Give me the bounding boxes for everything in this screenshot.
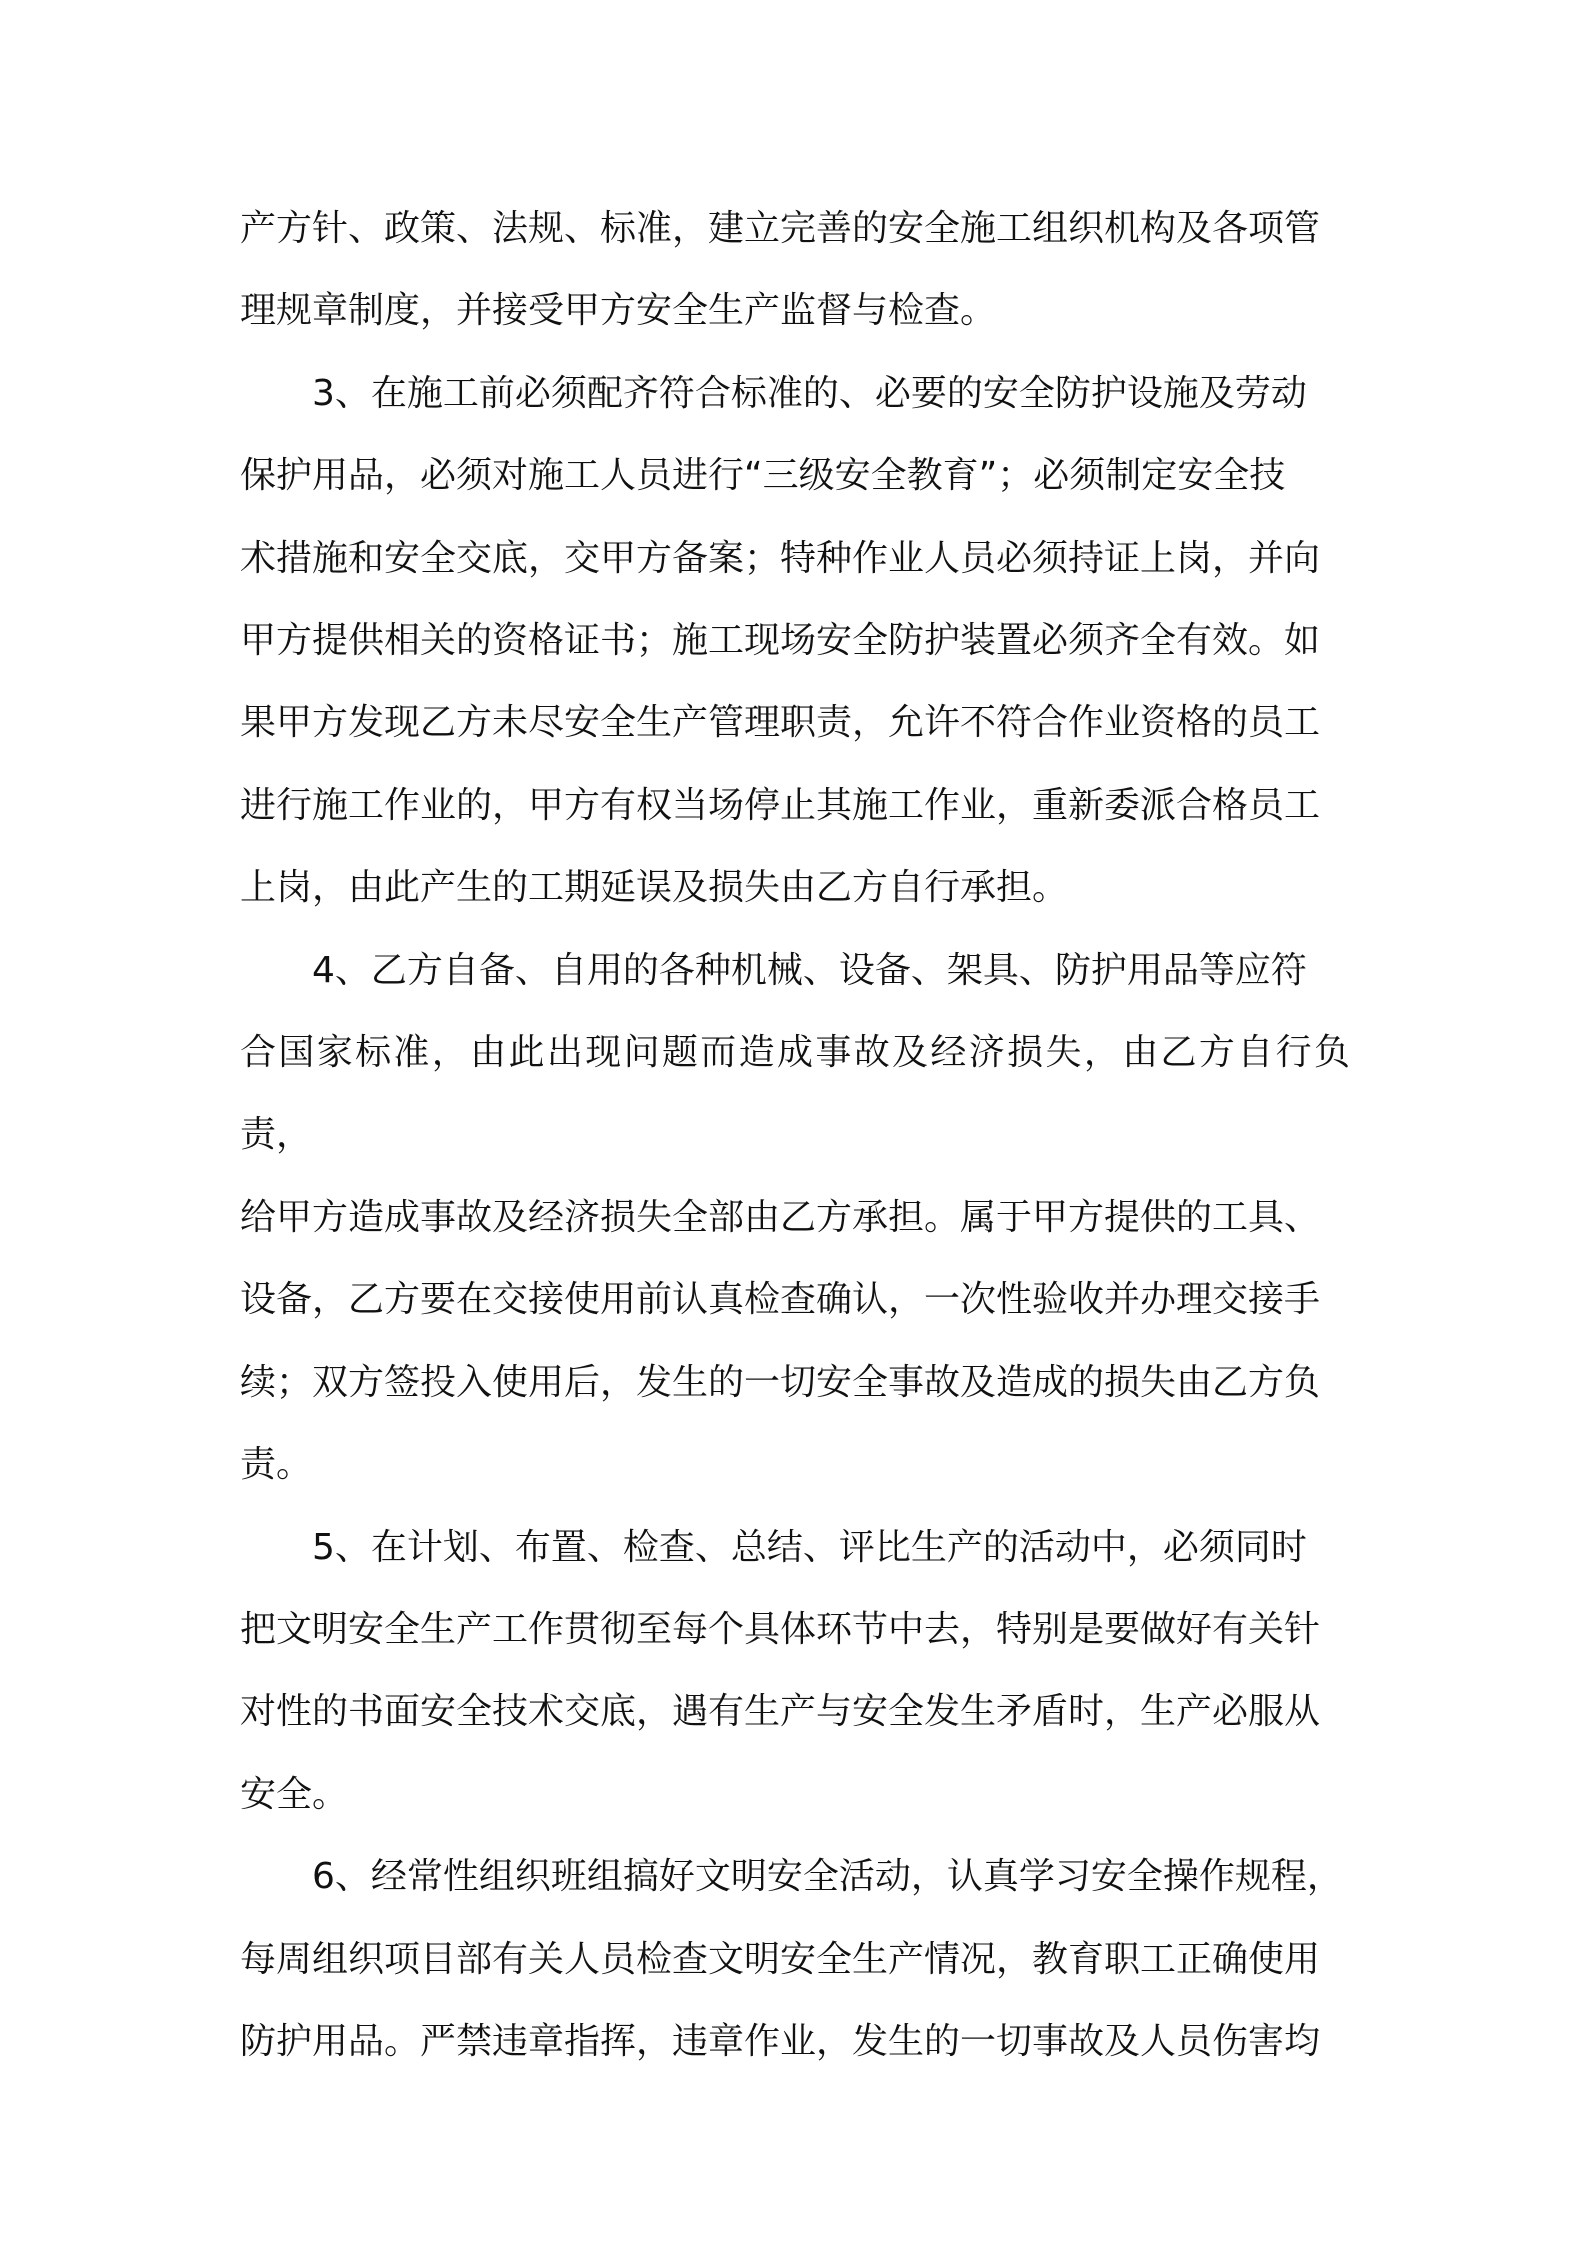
text-line: 3、在施工前必须配齐符合标准的、必要的安全防护设施及劳动 — [312, 372, 1307, 414]
text-line: 安全。 — [240, 1773, 349, 1815]
text-line: 4、乙方自备、自用的各种机械、设备、架具、防护用品等应符 — [312, 949, 1307, 991]
text-line: 合国家标准，由此出现问题而造成事故及经济损失，由乙方自行负责， — [240, 1032, 1350, 1156]
text-line: 甲方提供相关的资格证书；施工现场安全防护装置必须齐全有效。如 — [240, 620, 1321, 662]
text-line: 理规章制度，并接受甲方安全生产监督与检查。 — [240, 290, 997, 332]
paragraph-item-6 — [240, 1836, 1350, 2083]
paragraph-item-4 — [240, 930, 1350, 1507]
text-line: 5、在计划、布置、检查、总结、评比生产的活动中，必须同时 — [312, 1526, 1307, 1568]
paragraph-continuation — [240, 188, 1350, 353]
text-line: 把文明安全生产工作贯彻至每个具体环节中去，特别是要做好有关针 — [240, 1608, 1321, 1650]
text-line: 术措施和安全交底，交甲方备案；特种作业人员必须持证上岗，并向 — [240, 537, 1321, 579]
text-line: 进行施工作业的，甲方有权当场停止其施工作业，重新委派合格员工 — [240, 784, 1321, 826]
text-line: 责。 — [240, 1444, 313, 1486]
paragraph-item-3 — [240, 353, 1350, 930]
text-line: 上岗，由此产生的工期延误及损失由乙方自行承担。 — [240, 867, 1069, 909]
text-line: 6、经常性组织班组搞好文明安全活动，认真学习安全操作规程， — [312, 1856, 1343, 1898]
text-line: 给甲方造成事故及经济损失全部由乙方承担。属于甲方提供的工具、 — [240, 1196, 1321, 1238]
text-line: 果甲方发现乙方未尽安全生产管理职责，允许不符合作业资格的员工 — [240, 702, 1321, 744]
text-line: 防护用品。严禁违章指挥，违章作业，发生的一切事故及人员伤害均 — [240, 2020, 1321, 2062]
text-line: 保护用品，必须对施工人员进行“三级安全教育”；必须制定安全技 — [240, 455, 1286, 497]
text-line: 续；双方签投入使用后，发生的一切安全事故及造成的损失由乙方负 — [240, 1361, 1321, 1403]
text-line: 每周组织项目部有关人员检查文明安全生产情况，教育职工正确使用 — [240, 1938, 1321, 1980]
paragraph-item-5 — [240, 1507, 1350, 1837]
text-line: 产方针、政策、法规、标准，建立完善的安全施工组织机构及各项管 — [240, 208, 1321, 249]
text-line: 设备，乙方要在交接使用前认真检查确认，一次性验收并办理交接手 — [240, 1279, 1321, 1321]
document-body — [240, 188, 1350, 2083]
text-line: 对性的书面安全技术交底，遇有生产与安全发生矛盾时，生产必服从 — [240, 1691, 1321, 1733]
